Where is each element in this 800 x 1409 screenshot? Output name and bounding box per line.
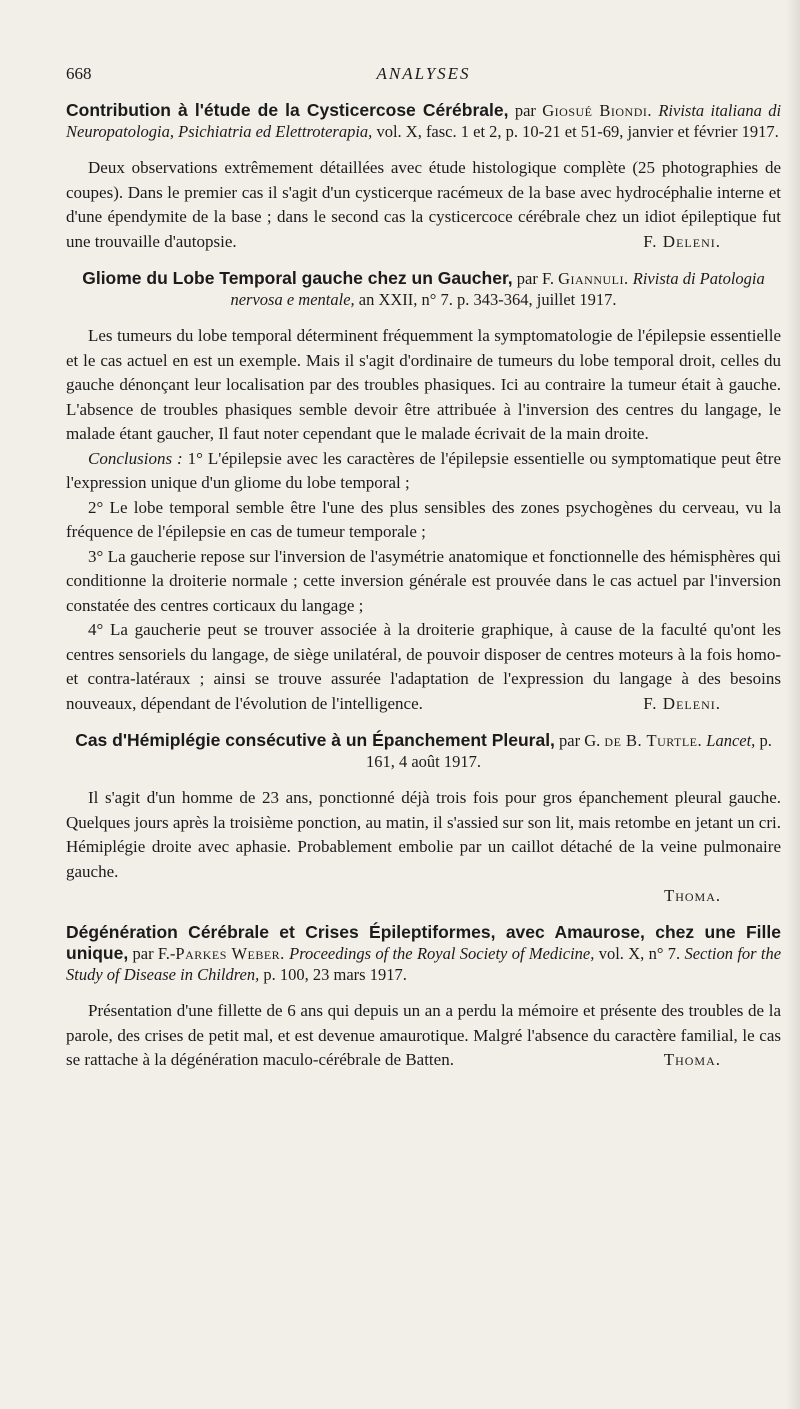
article-details: vol. X, fasc. 1 et 2, p. 10-21 et 51-69, janvier et février 1917. (376, 122, 779, 141)
article-degeneration (66, 922, 781, 1073)
conclusion-3: 3° La gaucherie repose sur l'inversion de l'asymétrie anatomique et fonctionnelle des hémisphères qui conditionne la droiterie normale ; cette inversion générale est prouvée dans le cas actuel par l'inversion constatée des centres corticaux du langage ; (66, 546, 781, 615)
article-hemiplegie (66, 730, 781, 908)
article-details: p. 161, 4 août 1917. (365, 731, 772, 771)
article-by: par F. (516, 269, 554, 288)
article-signature: Thoma. (664, 886, 721, 905)
paragraph-text: Présentation d'une fillette de 6 ans qui depuis un an a perdu la mémoire et présente des troubles de la parole, des crises de petit mal, et est devenue amaurotique. Malgré l'absence du caractère familial, le cas se rattache à la dégénération maculo-cérébrale de Batten. (66, 1001, 781, 1069)
conclusion-text: 4° La gaucherie peut se trouver associée à la droiterie graphique, à cause de la faculté qu'ont les centres sensoriels du langage, de siège unilatéral, de pouvoir disposer de centres moteurs à la fois homo- et contra-latéraux ; ainsi se trouve assurée l'adaptation de l'expression du langage à des besoins nouveaux, dépendant de l'évolution de l'intelligence. (66, 620, 781, 713)
article-title: Cas d'Hémiplégie consécutive à un Épanchement Pleural, (75, 730, 555, 750)
article-title: Contribution à l'étude de la Cysticercose Cérébrale, (66, 100, 509, 120)
article-by: par G. (559, 731, 601, 750)
article-paragraph: Les tumeurs du lobe temporal déterminent fréquemment la symptomatologie de l'épilepsie essentielle et le cas actuel en est un exemple. Mais il s'agit d'ordinaire de tumeurs du lobe temporal droit, celles du gauche dénonçant leur localisation par des troubles phasiques. Ici au contraire la tumeur était à gauche. L'absence de troubles phasiques semble devoir être attribuée à l'inversion des centres du langage, le malade étant gaucher, Il faut noter cependant que le malade écrivait de la main droite. (66, 326, 781, 443)
article-details: an XXII, n° 7. p. 343-364, juillet 1917. (358, 290, 617, 309)
article-by: par (514, 101, 536, 120)
conclusions-label: Conclusions : (88, 448, 183, 468)
article-journal: Lancet, (706, 731, 756, 750)
article-paragraph (66, 999, 781, 1073)
article-cysticercose (66, 100, 781, 254)
article-reference (66, 922, 781, 985)
article-signature: F. Deleni. (643, 693, 721, 713)
article-details-2: p. 100, 23 mars 1917. (263, 965, 407, 984)
article-author: Giannuli. (558, 269, 629, 288)
article-reference (66, 730, 781, 772)
article-author: de B. Turtle. (604, 731, 703, 750)
article-journal-section: Section for the Study of Disease in Children, (66, 944, 782, 984)
article-details: vol. X, n° 7. (598, 944, 681, 963)
article-paragraph (66, 156, 781, 254)
page-body (66, 100, 781, 1087)
article-signature: F. Deleni. (643, 231, 721, 251)
article-author: Parkes Weber. (175, 944, 285, 963)
page-number: 668 (66, 64, 92, 83)
page-edge-shadow (786, 0, 800, 1409)
article-by: par F.- (132, 944, 176, 963)
article-reference (66, 100, 781, 142)
article-journal: Rivista italiana di Neuropatologia, Psichiatria ed Elettroterapia, (66, 101, 782, 141)
conclusion-text: 1° L'épilepsie avec les caractères de l'épilepsie essentielle ou symptomatique peut être l'expression unique d'un gliome du lobe temporal ; (66, 448, 781, 492)
running-title: ANALYSES (376, 64, 471, 83)
article-signature: Thoma. (663, 1050, 721, 1069)
page-header (66, 64, 781, 90)
article-reference (66, 268, 781, 310)
article-journal: Proceedings of the Royal Society of Medicine, (289, 944, 595, 963)
article-title: Gliome du Lobe Temporal gauche chez un Gaucher, (82, 268, 513, 288)
article-author: Giosué Biondi. (542, 101, 652, 120)
conclusion-2: 2° Le lobe temporal semble être l'une des plus sensibles des zones psychogènes du cerveau, vu la fréquence de l'épilepsie en cas de tumeur temporale ; (66, 497, 781, 541)
article-gliome (66, 268, 781, 716)
conclusion-4 (66, 618, 781, 716)
article-journal: Rivista di Patologia nervosa e mentale, (230, 269, 765, 309)
article-title: Dégénération Cérébrale et Crises Épileptiformes, avec Amaurose, chez une Fille unique, (66, 922, 781, 963)
conclusion-1 (66, 447, 781, 496)
paragraph-text: Deux observations extrêmement détaillées avec étude histologique complète (25 photographies de coupes). Dans le premier cas il s'agit d'un cysticerque racémeux de la base avec hydrocéphalie interne et d'une épendymite de la base ; dans le second cas la cysticercoce cérébrale chez un idiot épileptique fut une trouvaille d'autopsie. (66, 158, 781, 251)
article-paragraph: Il s'agit d'un homme de 23 ans, ponctionné déjà trois fois pour gros épanchement pleural gauche. Quelques jours après la troisième ponction, au matin, il s'assied sur son lit, mais retombe en jetant un cri. Hémiplégie droite avec aphasie. Probablement embolie par un caillot détaché de la veine pulmonaire gauche. (66, 788, 781, 881)
